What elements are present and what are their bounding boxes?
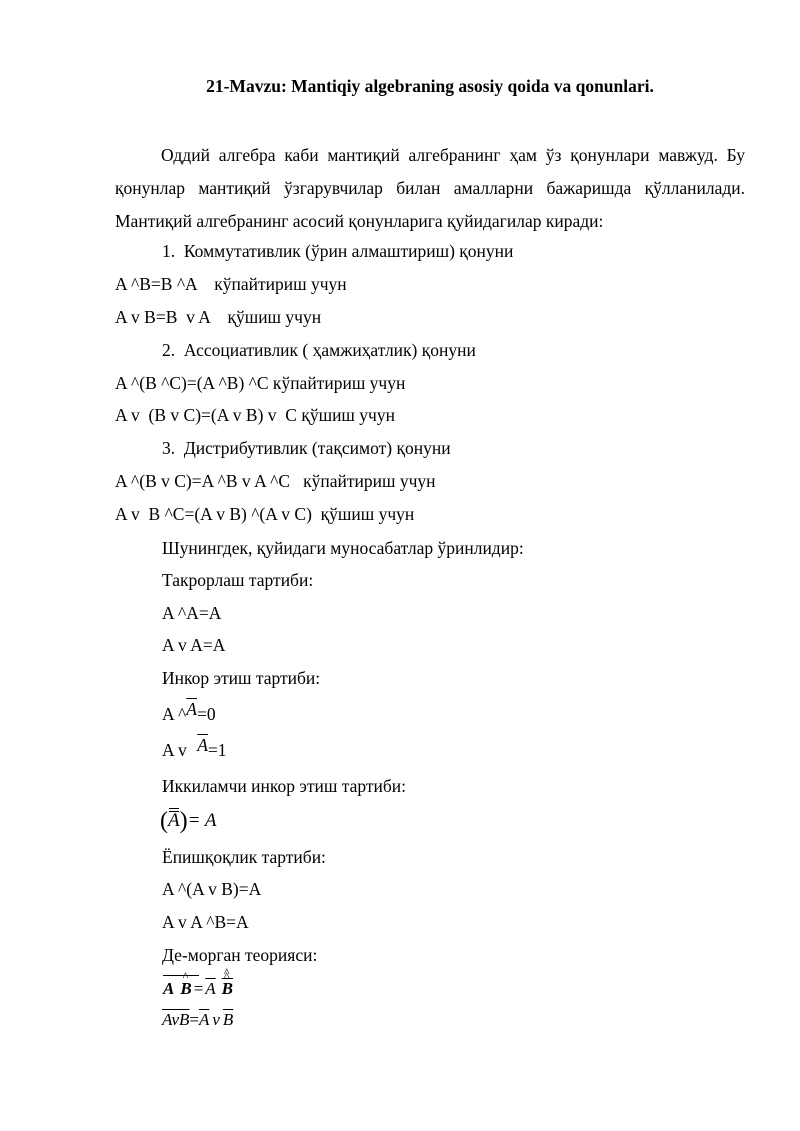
negation-formula-1-prefix: A ^ — [162, 704, 187, 724]
law-1-multiplication: A ^B=B ^A кўпайтириш учун — [115, 274, 347, 294]
double-negated-variable: A — [168, 810, 180, 831]
right-parenthesis: ) — [179, 808, 188, 834]
de-morgan-1-rhs-b: ^ $\overline{B}$ ^ — [222, 978, 233, 1000]
double-negation-result: = A — [187, 810, 217, 831]
de-morgan-1-lhs-b: ^ B — [180, 978, 191, 1000]
intro-paragraph: Оддий алгебра каби мантиқий алгебранинг ҳам ўз қонунлари мавжуд. Бу қонунлар мантиқий ўзгарувчилар билан амалларни бажаришда қўлланилади. Мантиқий алгебранинг асосий қонунларига қуйидагилар киради: — [115, 145, 745, 231]
repetition-formula-1: A ^A=A — [162, 603, 222, 623]
de-morgan-formula-1 — [163, 978, 233, 1000]
negation-formula-2-variable: $\overline{A}$ — [197, 735, 208, 755]
repetition-formula-2: A v A=A — [162, 635, 226, 655]
left-parenthesis: ( — [160, 808, 168, 834]
negation-formula-1 — [162, 699, 216, 725]
law-2-multiplication: A ^(B ^C)=(A ^B) ^C кўпайтириш учун — [115, 373, 406, 393]
negation-formula-2-prefix: A v — [162, 740, 192, 760]
double-negation-heading: Иккиламчи инкор этиш тартиби: — [162, 776, 407, 796]
absorption-formula-2: A v A ^B=A — [162, 912, 249, 932]
de-morgan-formula-2 — [162, 1009, 233, 1031]
de-morgan-heading: Де-морган теорияси: — [162, 945, 318, 965]
law-2-heading: 2. Ассоциативлик ( ҳамжиҳатлик) қонуни — [162, 340, 476, 360]
absorption-heading: Ёпишқоқлик тартиби: — [162, 847, 326, 867]
law-1-heading: 1. Коммутативлик (ўрин алмаштириш) қонуни — [162, 241, 514, 261]
absorption-formula-1: A ^(A v B)=A — [162, 879, 262, 899]
de-morgan-2-lhs: $\overline{AvB}$ — [162, 1010, 190, 1029]
negation-formula-2-result: =1 — [207, 740, 227, 760]
negation-formula-1-variable: $\overline{A}$ — [186, 699, 197, 719]
double-negation-formula — [160, 810, 216, 832]
de-morgan-2-operator: v — [212, 1010, 220, 1029]
law-1-addition: A v B=B v A қўшиш учун — [115, 307, 322, 327]
negation-formula-2 — [162, 735, 227, 761]
negation-heading: Инкор этиш тартиби: — [162, 668, 321, 688]
de-morgan-2-rhs-a: $\overline{A}$ — [198, 1010, 210, 1029]
law-2-addition: A v (B v C)=(A v B) v C қўшиш учун — [115, 405, 395, 425]
relations-intro: Шунингдек, қуйидаги муносабатлар ўринлидир: — [162, 538, 524, 558]
law-3-multiplication: A ^(B v C)=A ^B v A ^C кўпайтириш учун — [115, 471, 436, 491]
de-morgan-2-equals: = — [189, 1010, 199, 1029]
negation-formula-1-result: =0 — [196, 704, 216, 724]
de-morgan-1-equals: = — [193, 979, 204, 998]
law-3-heading: 3. Дистрибутивлик (тақсимот) қонуни — [162, 438, 451, 458]
law-3-addition: A v B ^C=(A v B) ^(A v C) қўшиш учун — [115, 504, 415, 524]
page-title: 21-Mavzu: Mantiqiy algebraning asosiy qoida va qonunlari. — [206, 76, 654, 96]
de-morgan-1-lhs-a: A — [163, 979, 175, 998]
de-morgan-1-overbar — [163, 975, 199, 976]
repetition-heading: Такрорлаш тартиби: — [162, 570, 314, 590]
de-morgan-1-rhs-a: $\overline{A}$ — [205, 979, 216, 998]
de-morgan-2-rhs-b: $\overline{B}$ — [222, 1010, 234, 1029]
